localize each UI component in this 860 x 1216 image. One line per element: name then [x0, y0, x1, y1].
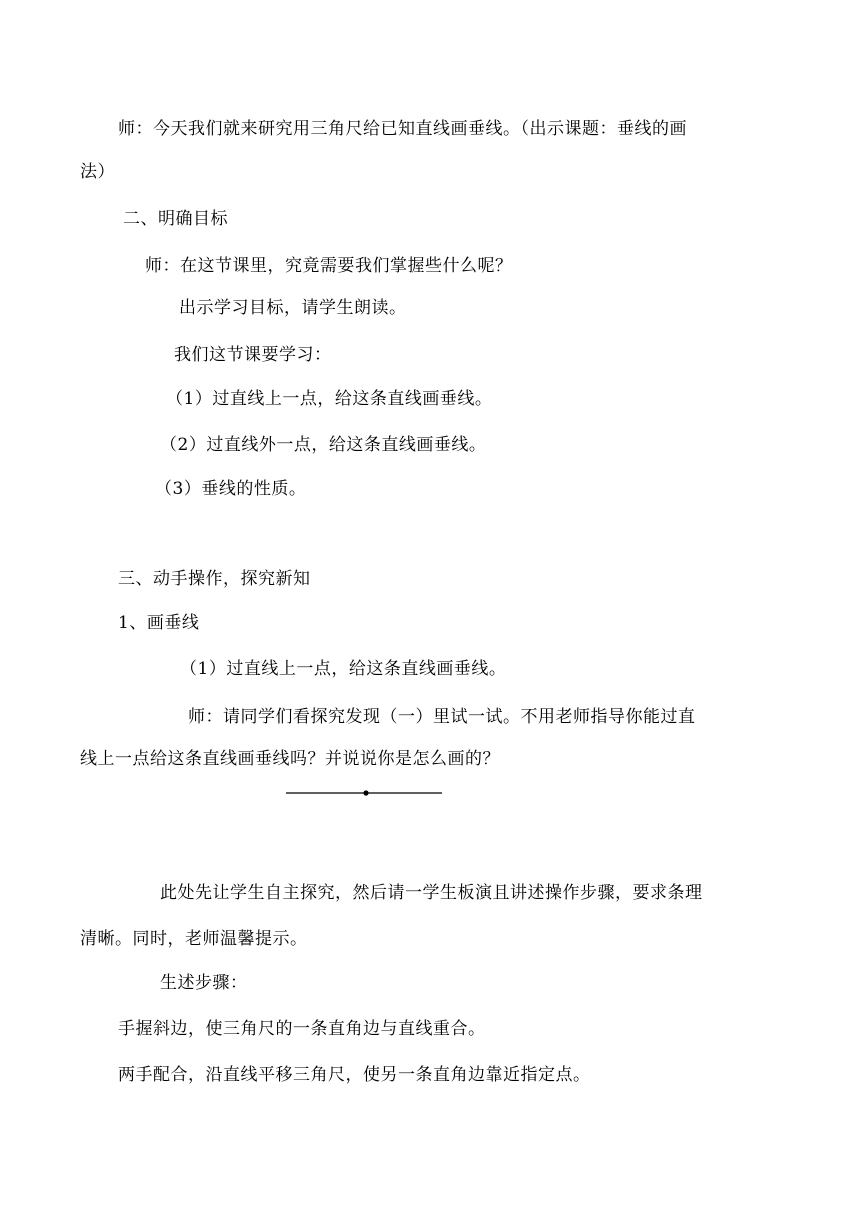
goal-item-1: （1）过直线上一点，给这条直线画垂线。: [166, 389, 493, 409]
steps-intro: 生述步骤：: [160, 973, 248, 993]
section-2-heading: 二、明确目标: [123, 209, 228, 229]
section-3-subheading: 1、画垂线: [118, 613, 200, 633]
goal-item-3: （3）垂线的性质。: [155, 479, 307, 499]
intro-line-1: 师：今天我们就来研究用三角尺给已知直线画垂线。（出示课题：垂线的画: [118, 119, 687, 139]
given-point: [363, 790, 368, 795]
step-item-2: 两手配合，沿直线平移三角尺，使另一条直角边靠近指定点。: [118, 1065, 591, 1085]
step-item-1: 手握斜边，使三角尺的一条直角边与直线重合。: [118, 1019, 486, 1039]
teacher-question: 师：在这节课里，究竟需要我们掌握些什么呢？: [145, 256, 513, 276]
teacher-prompt-line-2: 线上一点给这条直线画垂线吗？并说说你是怎么画的？: [80, 749, 500, 769]
goals-intro: 我们这节课要学习：: [174, 345, 332, 365]
line-with-point-figure: [286, 786, 442, 800]
goals-instruction: 出示学习目标，请学生朗读。: [179, 298, 407, 318]
section-3-heading: 三、动手操作，探究新知: [118, 569, 311, 589]
goal-item-2: （2）过直线外一点，给这条直线画垂线。: [160, 435, 487, 455]
task-line: （1）过直线上一点，给这条直线画垂线。: [180, 659, 507, 679]
intro-line-2: 法）: [80, 162, 115, 182]
note-line-1: 此处先让学生自主探究，然后请一学生板演且讲述操作步骤，要求条理: [160, 883, 703, 903]
teacher-prompt-line-1: 师：请同学们看探究发现（一）里试一试。不用老师指导你能过直: [188, 707, 696, 727]
note-line-2: 清晰。同时，老师温馨提示。: [80, 929, 308, 949]
